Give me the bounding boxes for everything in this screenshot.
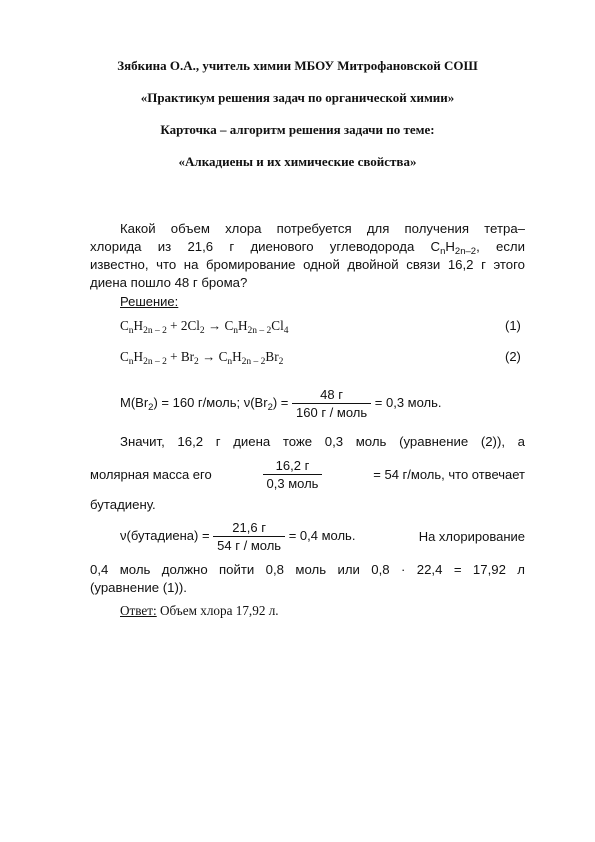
para2-line-3: бутадиену. <box>90 497 156 512</box>
para2-line-2: молярная масса его $\frac{16,2 г}{\text{0,3 моль}}$ = 54 г/моль, что отвечает <box>90 458 525 491</box>
equation-1-number: (1) <box>505 318 521 333</box>
answer-text: Объем хлора 17,92 л. <box>156 603 279 618</box>
bromine-fraction: $\frac{48 г}{\text{160 г / моль}}$ <box>292 387 371 420</box>
butadiene-moles-calc: ν(бутадиена) = $\frac{21,6 г}{\text{54 г / моль}}$ = 0,4 моль. На хлорирование <box>120 520 525 553</box>
problem-line-4: диена пошло 48 г брома? <box>90 275 248 290</box>
author-line: Зябкина О.А., учитель химии МБОУ Митрофановской СОШ <box>117 58 478 73</box>
calc2-line-3: (уравнение (1)). <box>90 580 187 595</box>
answer-label: Ответ: <box>120 603 157 618</box>
problem-line-1: Какой объем хлора потребуется для получения тетра– <box>120 221 525 236</box>
card-title: Карточка – алгоритм решения задачи по теме: <box>160 122 435 137</box>
topic-title: «Алкадиены и их химические свойства» <box>178 154 417 169</box>
equation-2-number: (2) <box>505 349 521 364</box>
problem-line-2: хлорида из 21,6 г диенового углеводорода $C_nH_{2n-2}$, если <box>90 239 525 257</box>
para2-line-1: Значит, 16,2 г диена тоже 0,3 моль (уравнение (2)), а <box>120 434 525 449</box>
answer-line <box>120 603 279 619</box>
butadiene-fraction: $\frac{21,6 г}{\text{54 г / моль}}$ <box>213 520 285 553</box>
problem-line-3: известно, что на бромирование одной двойной связи 16,2 г этого <box>90 257 525 272</box>
equation-1: $C_nH_{2n - 2} + 2Cl_2 \to C_nH_{2n - 2}Cl_4$ <box>120 318 289 336</box>
molar-mass-fraction: $\frac{16,2 г}{\text{0,3 моль}}$ <box>263 458 323 491</box>
calc2-line-2: 0,4 моль должно пойти 0,8 моль или 0,8 · 22,4 = 17,92 л <box>90 562 525 577</box>
equation-2: $C_nH_{2n - 2} + Br_2 \to C_nH_{2n - 2}Br_2$ <box>120 349 284 367</box>
solution-label: Решение: <box>120 294 179 309</box>
workshop-title: «Практикум решения задач по органической химии» <box>140 90 455 105</box>
bromine-moles-calc: $M(Br_2) = 160$ г/моль; $\nu(Br_2)$ = $\frac{48 г}{\text{160 г / моль}}$ = 0,3 моль. <box>120 387 442 420</box>
